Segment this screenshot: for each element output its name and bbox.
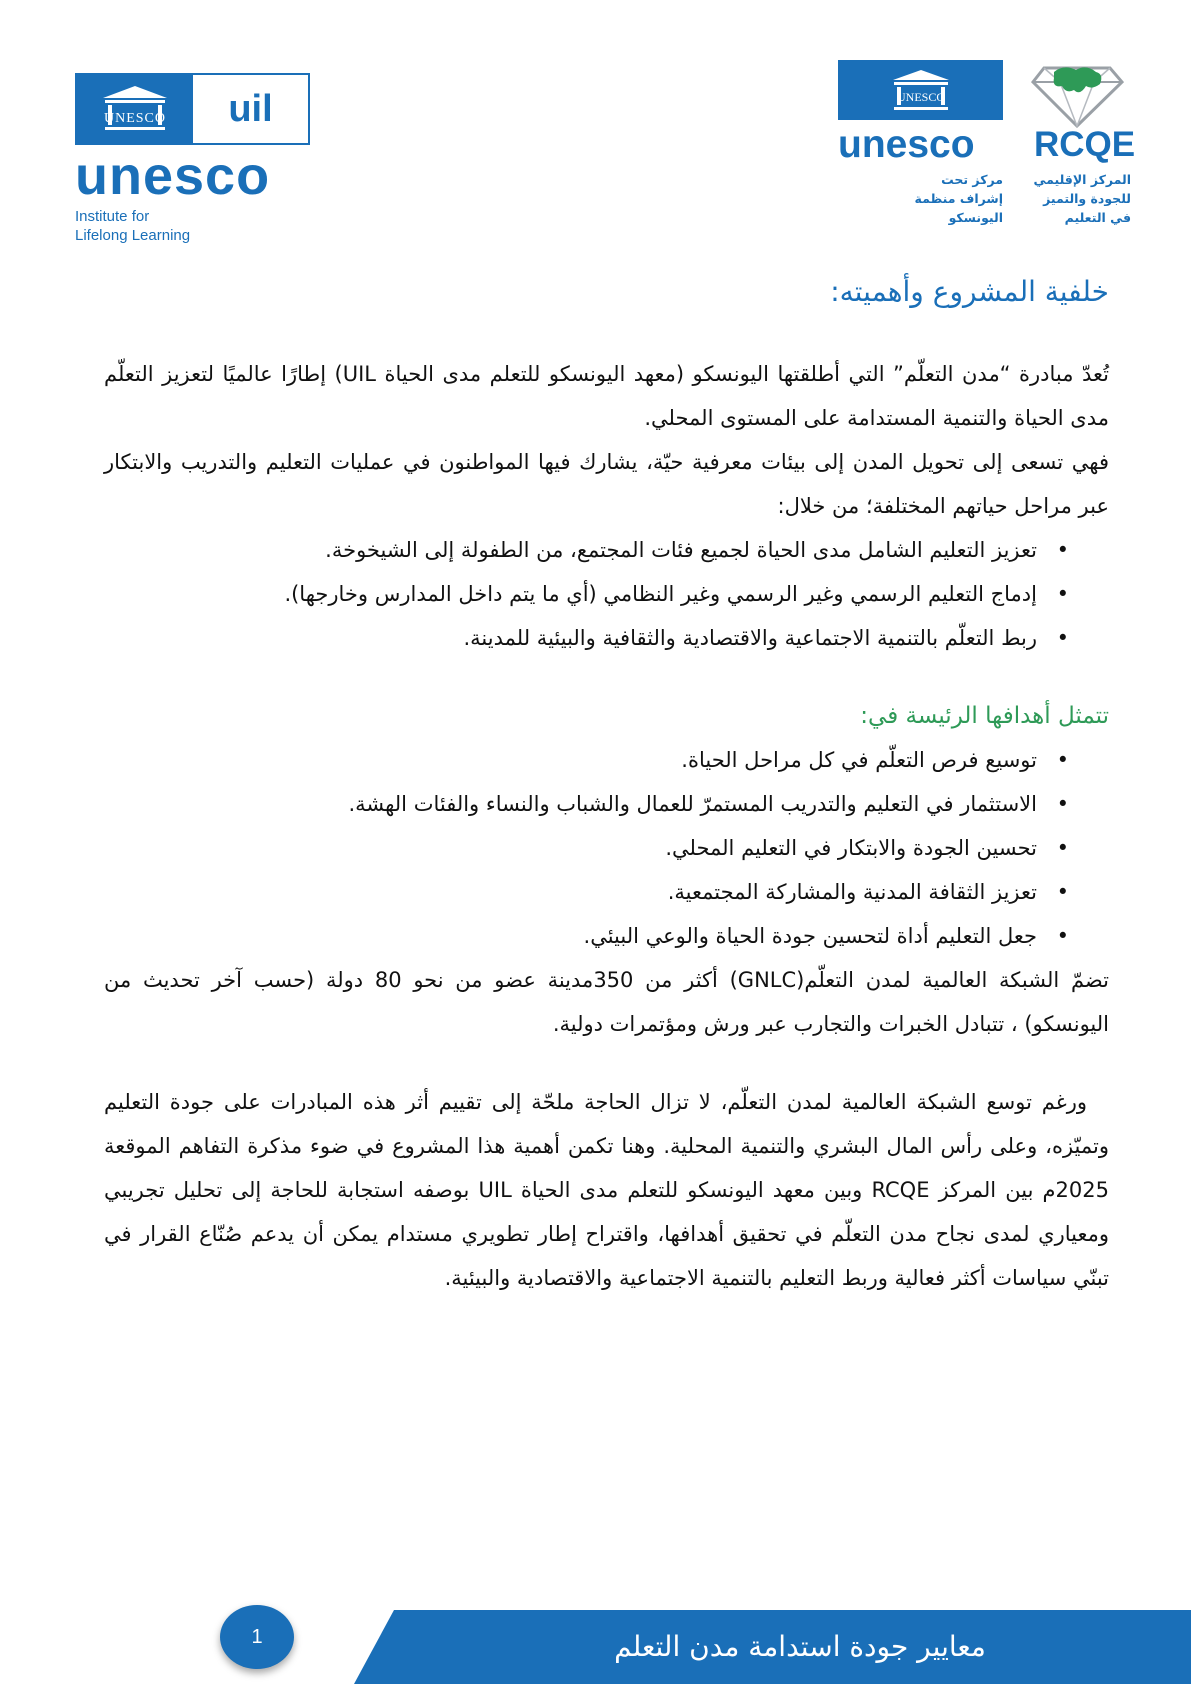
list-item [104, 870, 1109, 914]
list-item [104, 782, 1109, 826]
bullet-icon: • [1056, 748, 1069, 772]
list-item [104, 914, 1109, 958]
paragraph-initiative: تُعدّ مبادرة “مدن التعلّم” التي أطلقتها اليونسكو (معهد اليونسكو للتعلم مدى الحياة UIL) إطارًا عالميًا لتعزيز التعلّم مدى الحياة والتنمية المستدامة على المستوى المحلي. [104, 362, 1109, 430]
svg-text:UNESCO: UNESCO [896, 90, 945, 104]
bullet-icon: • [1056, 836, 1069, 860]
rcqe-diamond-map-icon [1030, 60, 1125, 130]
unesco-rcqe-logo [838, 60, 1136, 230]
list-item [104, 572, 1109, 616]
list-item-text: تحسين الجودة والابتكار في التعليم المحلي. [665, 836, 1037, 860]
unesco-temple-icon [838, 60, 1003, 120]
svg-text:UNESCO: UNESCO [103, 111, 167, 126]
list-item [104, 738, 1109, 782]
bullet-icon: • [1056, 880, 1069, 904]
footer-title: معايير جودة استدامة مدن التعلم [614, 1630, 986, 1663]
section-heading-background: خلفية المشروع وأهميته: [830, 275, 1109, 308]
list-item-text: ربط التعلّم بالتنمية الاجتماعية والاقتصادية والثقافية والبيئية للمدينة. [463, 626, 1037, 650]
list-item-text: توسيع فرص التعلّم في كل مراحل الحياة. [681, 748, 1037, 772]
list-item-text: إدماج التعليم الرسمي وغير الرسمي وغير النظامي (أي ما يتم داخل المدارس وخارجها). [284, 582, 1037, 606]
unesco-wordmark: unesco [838, 123, 975, 166]
list-item-text: جعل التعليم أداة لتحسين جودة الحياة والوعي البيئي. [583, 924, 1037, 948]
bullet-icon: • [1056, 626, 1069, 650]
unesco-caption-line: اليونسكو [948, 210, 1003, 225]
bullet-icon: • [1056, 792, 1069, 816]
paragraph-project-importance: ورغم توسع الشبكة العالمية لمدن التعلّم، لا تزال الحاجة ملحّة إلى تقييم أثر هذه المبادرات على جودة التعليم وتميّزه، وعلى رأس المال البشري والتنمية المحلية. وهنا تكمن أهمية هذا المشروع في ضوء مذكرة التفاهم الموقعة 2025م بين المركز RCQE وبين معهد اليونسكو للتعلم مدى الحياة UIL بوصفه استجابة للحاجة إلى تحليل تجريبي ومعياري لمدى نجاح مدن التعلّم في تحقيق أهدافها، واقتراح إطار تطويري مستدام يمكن أن يدعم صُنّاع القرار في تبنّي سياسات أكثر فعالية وربط التعليم بالتنمية الاجتماعية والاقتصادية والبيئية. [104, 1090, 1109, 1290]
uil-mark: uil [228, 87, 273, 130]
page-number: 1 [220, 1605, 294, 1669]
unesco-caption-line: إشراف منظمة [914, 191, 1003, 206]
unesco-temple-icon [77, 75, 193, 143]
bullet-list-objectives [104, 738, 1109, 958]
rcqe-caption-line: في التعليم [1064, 210, 1131, 225]
uil-unesco-wordmark: unesco [75, 146, 271, 206]
section-heading-objectives: تتمثل أهدافها الرئيسة في: [860, 703, 1109, 729]
rcqe-caption-line: المركز الإقليمي [1033, 172, 1131, 187]
list-item [104, 826, 1109, 870]
rcqe-caption [1016, 170, 1131, 227]
list-item-text: الاستثمار في التعليم والتدريب المستمرّ للعمال والشباب والنساء والفئات الهشة. [348, 792, 1037, 816]
uil-subtitle-line1: Institute for [75, 208, 150, 225]
document-body [104, 268, 1109, 1300]
uil-logo-top [75, 73, 310, 145]
rcqe-caption-line: للجودة والتميز [1043, 191, 1131, 206]
paragraph-cities-goal: فهي تسعى إلى تحويل المدن إلى بيئات معرفية حيّة، يشارك فيها المواطنون في عمليات التعليم والتدريب والابتكار عبر مراحل حياتهم المختلفة؛ من خلال: [104, 450, 1109, 518]
unesco-caption-line: مركز تحت [941, 172, 1003, 187]
bullet-icon: • [1056, 924, 1069, 948]
list-item-text: تعزيز التعليم الشامل مدى الحياة لجميع فئات المجتمع، من الطفولة إلى الشيخوخة. [325, 538, 1037, 562]
list-item [104, 616, 1109, 660]
unesco-caption [898, 170, 1003, 227]
uil-subtitle-line2: Lifelong Learning [75, 227, 191, 244]
bullet-icon: • [1056, 582, 1069, 606]
rcqe-wordmark: RCQE [1034, 125, 1136, 164]
bullet-list-means [104, 528, 1109, 660]
uil-logo [75, 73, 310, 245]
list-item [104, 528, 1109, 572]
bullet-icon: • [1056, 538, 1069, 562]
list-item-text: تعزيز الثقافة المدنية والمشاركة المجتمعية. [667, 880, 1037, 904]
paragraph-gnlc: تضمّ الشبكة العالمية لمدن التعلّم(GNLC) أكثر من 350مدينة عضو من نحو 80 دولة (حسب آخر تحديث من اليونسكو) ، تتبادل الخبرات والتجارب عبر ورش ومؤتمرات دولية. [104, 968, 1109, 1036]
